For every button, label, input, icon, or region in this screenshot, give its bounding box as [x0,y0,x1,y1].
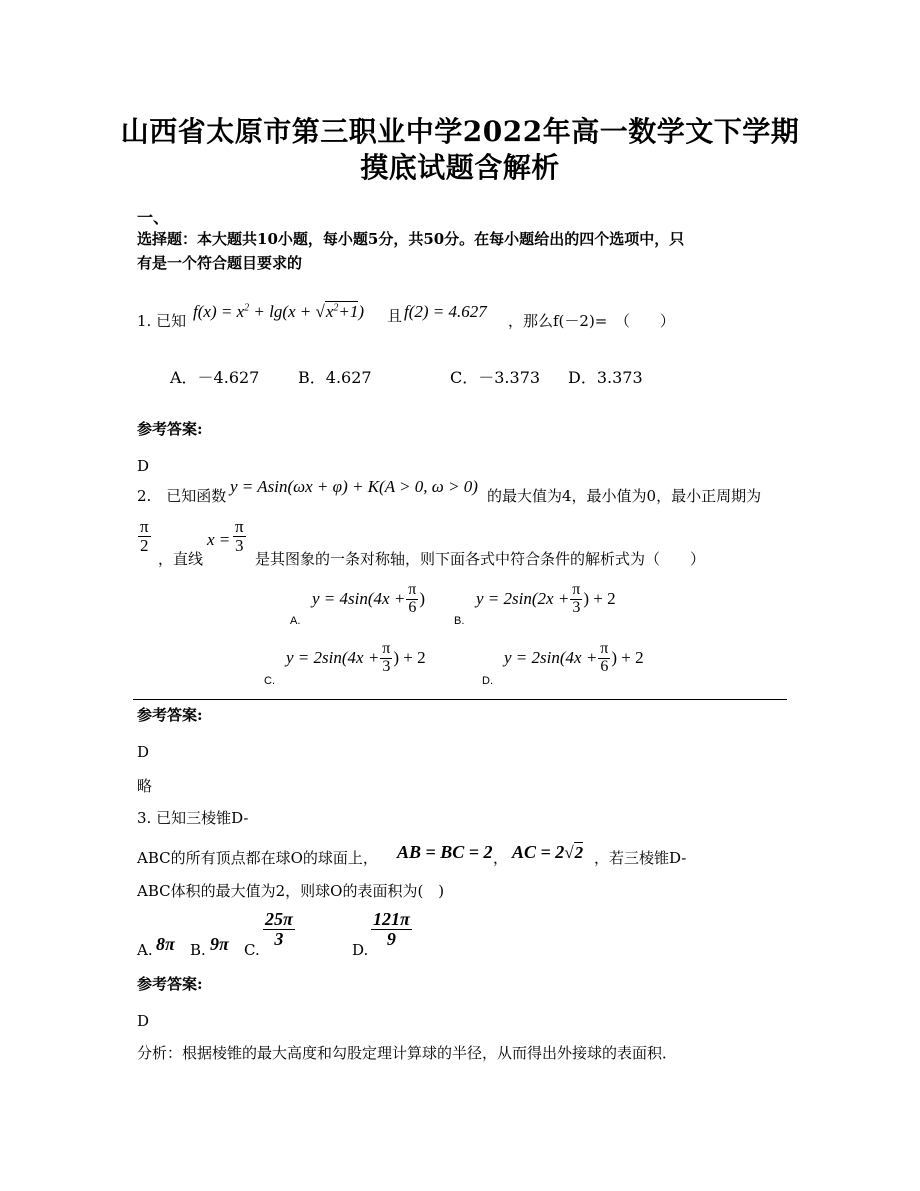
q3-option-a-value: 8π [156,934,175,954]
section-instructions-line1: 选择题：本大题共10小题，每小题5分，共50分。在每小题给出的四个选项中，只 [137,230,685,248]
q3-option-b-letter: B. [190,941,206,959]
q2-text1: 的最大值为4，最小值为0，最小正周期为 [487,487,762,505]
page-title: 山西省太原市第三职业中学2022年高一数学文下学期 [120,115,800,148]
q1-option-d: D．3.373 [568,368,643,387]
q3-answer-label: 参考答案: [137,975,203,993]
q1-suffix: ，那么f(－2)= （ ） [508,312,675,330]
q1-condition: f(2) = 4.627 [404,302,487,321]
q3-line3: ABC体积的最大值为2，则球O的表面积为( ) [137,882,445,900]
q2-option-a-letter: A. [290,615,301,627]
q1-formula: $f(x) = x^2 + \lg(x + √x^2+1)$ [193,302,365,321]
q3-answer: D [137,1012,150,1030]
q2-prefix: 2. 已知函数 [137,487,227,505]
q3-option-c-letter: C. [244,941,260,959]
q2-period-fraction: $\frac{\pi}{2}$ [140,517,149,555]
q1-answer-label: 参考答案: [137,420,203,438]
q2-line-fraction: $\frac{\pi}{3}$ [235,517,244,555]
q1-answer: D [137,457,150,475]
q3-line2-b: ，若三棱锥D- [594,849,687,867]
q1-prefix: 1. 已知 [137,312,187,330]
q2-option-d-formula: y = 2sin(4x + $\frac{\pi}{6}$ ) + 2 [504,640,644,675]
q1-and: 且 [387,307,403,325]
q3-line2-a: ABC的所有顶点都在球O的球面上， [137,849,378,867]
q3-option-b-value: 9π [210,934,229,954]
q2-text3: 是其图象的一条对称轴，则下面各式中符合条件的解析式为（ ） [255,550,706,568]
q3-analysis: 分析：根据棱锥的最大高度和勾股定理计算球的半径，从而得出外接球的表面积． [137,1044,678,1062]
section-instructions-line2: 有是一个符合题目要求的 [137,254,303,272]
section-number: 一、 [137,208,170,227]
q2-option-c-formula: y = 2sin(4x + $\frac{\pi}{3}$ ) + 2 [286,640,426,675]
q2-option-d-letter: D. [482,675,493,687]
q3-comma: ， [493,849,509,867]
q2-note: 略 [137,777,153,795]
q3-option-a-letter: A. [137,941,153,959]
q2-answer: D [137,743,150,761]
divider [133,699,787,700]
q3-condition-1: AB = BC = 2 [397,842,493,862]
q1-option-a: A．－4.627 [170,368,260,387]
q2-text2: ，直线 [158,550,204,568]
q1-option-c: C．－3.373 [450,368,541,387]
q2-formula: y = Asin(ωx + φ) + K(A > 0, ω > 0) [230,477,478,496]
q3-option-d-fraction: $\frac{121\pi}{9}$ [373,909,410,949]
q2-option-a-formula: y = 4sin(4x + $\frac{\pi}{6}$ ) [312,581,426,616]
q2-answer-label: 参考答案: [137,706,203,724]
q1-option-b: B．4.627 [298,368,372,387]
q3-option-d-letter: D. [352,941,369,959]
q2-option-c-letter: C. [264,675,275,687]
q2-option-b-letter: B. [454,615,465,627]
q3-condition-2: AC = 2√2 [512,842,584,862]
q3-option-c-fraction: $\frac{25\pi}{3}$ [265,909,293,949]
q3-line1: 3. 已知三棱锥D- [137,809,249,827]
q2-line-x: x = [207,530,231,549]
q2-option-b-formula: y = 2sin(2x + $\frac{\pi}{3}$ ) + 2 [476,581,616,616]
page-title-line2: 摸底试题含解析 [360,151,560,184]
